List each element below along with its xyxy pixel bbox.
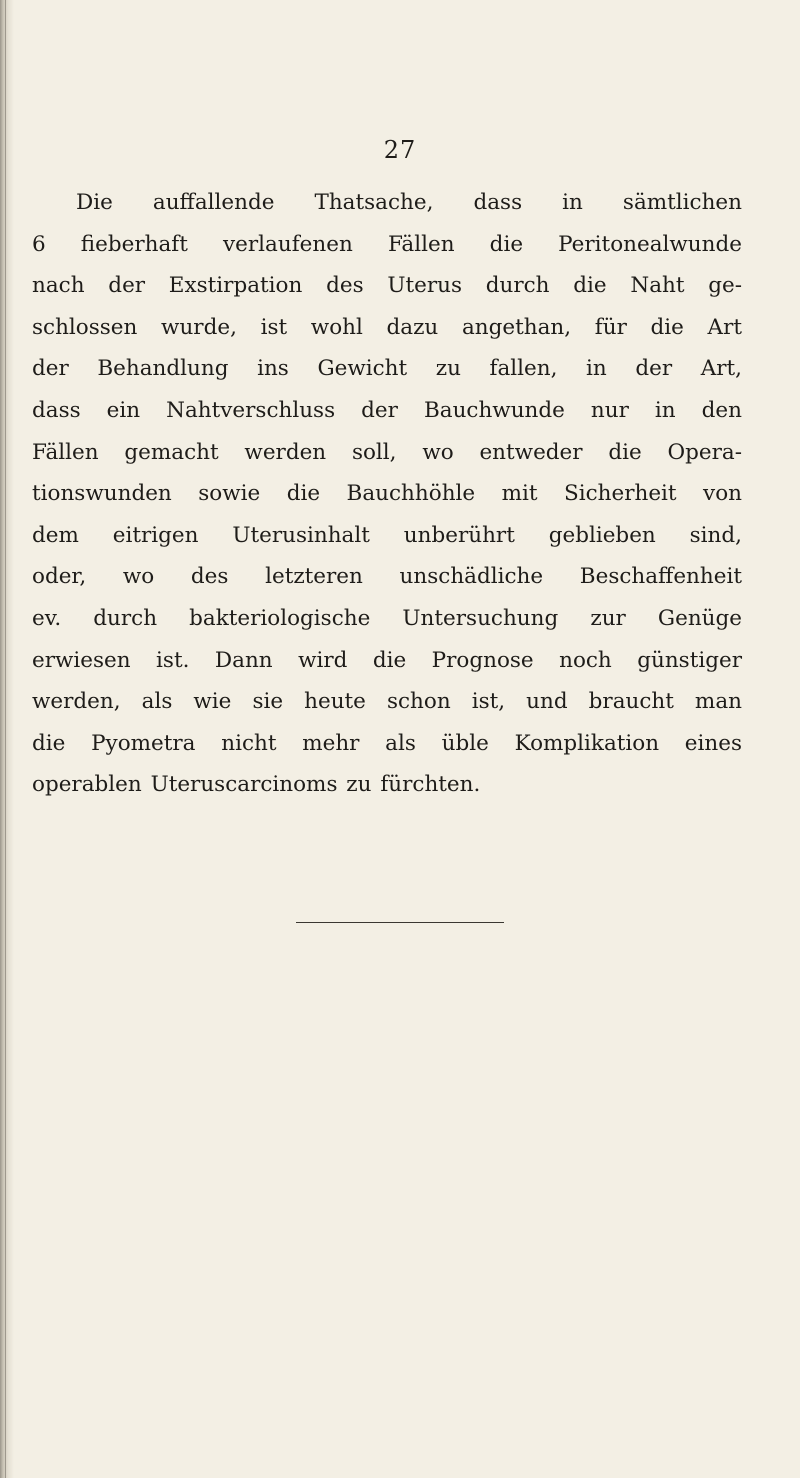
text-line: oder, wo des letzteren unschädliche Beschaffenheit [32,564,742,590]
text-line: der Behandlung ins Gewicht zu fallen, in der Art, [32,356,742,382]
text-line: schlossen wurde, ist wohl dazu angethan, für die Art [32,314,742,340]
section-end-rule [296,922,504,923]
text-line: Fällen gemacht werden soll, wo entweder die Opera- [32,439,742,465]
text-line: dem eitrigen Uterusinhalt unberührt geblieben sind, [32,522,742,548]
text-line: tionswunden sowie die Bauchhöhle mit Sicherheit von [32,481,742,507]
text-line: nach der Exstirpation des Uterus durch die Naht ge- [32,273,742,299]
text-line: ev. durch bakteriologische Untersuchung zur Genüge [32,605,742,631]
text-line: 6 fieberhaft verlaufenen Fällen die Peritonealwunde [32,231,742,257]
text-line: dass ein Nahtverschluss der Bauchwunde nur in den [32,397,742,423]
text-line: operablen Uteruscarcinoms zu fürchten. [32,772,481,798]
page-number: 27 [383,136,417,164]
text-line: Die auffallende Thatsache, dass in sämtlichen [76,190,742,215]
binding-edge [0,0,14,1478]
body-paragraph [32,182,742,806]
text-line: werden, als wie sie heute schon ist, und braucht man [32,689,742,715]
text-line: die Pyometra nicht mehr als üble Komplikation eines [32,730,742,756]
binding-edge-line [5,0,6,1478]
text-line: erwiesen ist. Dann wird die Prognose noch günstiger [32,647,742,673]
